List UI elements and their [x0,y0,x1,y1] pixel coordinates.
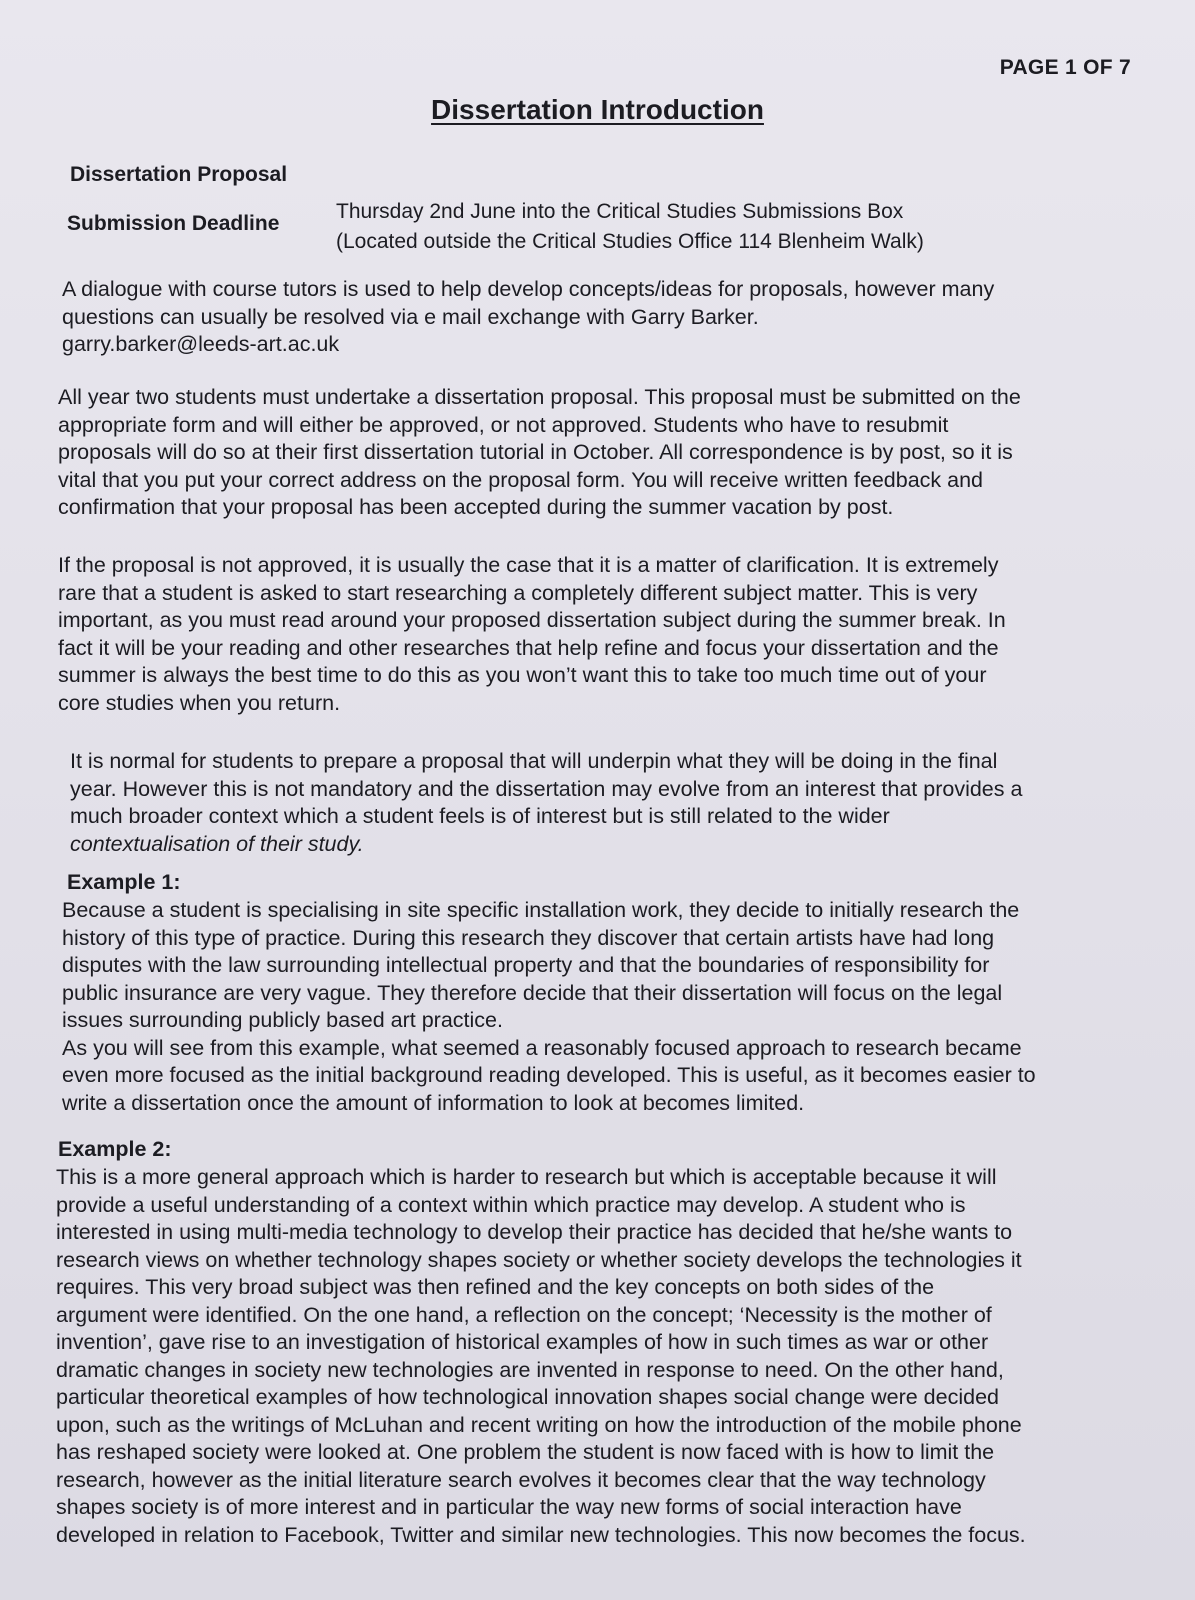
paragraph-line: write a dissertation once the amount of information to look at becomes limited. [62,1090,805,1115]
paragraph-line: A dialogue with course tutors is used to help develop concepts/ideas for proposals, however many [62,277,995,301]
paragraph-dialogue [62,276,1172,359]
paragraph-line: issues surrounding publicly based art practice. [62,1008,503,1032]
deadline-label: Submission Deadline [67,212,280,235]
paragraph-normal [70,748,1180,858]
deadline-line-1: Thursday 2nd June into the Critical Studies Submissions Box [336,200,904,223]
paragraph-line: upon, such as the writings of McLuhan and recent writing on how the introduction of the mobile phone [56,1412,1022,1437]
paragraph-line: research, however as the initial literature search evolves it becomes clear that the way technology [56,1467,986,1492]
paragraph-line: shapes society is of more interest and in particular the way new forms of social interaction have [56,1495,962,1519]
paragraph-line: It is normal for students to prepare a proposal that will underpin what they will be doing in the final [70,749,998,773]
paragraph-line: important, as you must read around your proposed dissertation subject during the summer break. In [58,608,1006,632]
example-2-heading: Example 2: [58,1137,172,1161]
example-1-body [62,897,1187,1117]
paragraph-line: As you will see from this example, what seemed a reasonably focused approach to research became [62,1035,1022,1060]
paragraph-line: even more focused as the initial background reading developed. This is useful, as it becomes easier to [62,1063,1036,1087]
paragraph-line: year. However this is not mandatory and the dissertation may evolve from an interest that provides a [70,776,1023,801]
paragraph-line: argument were identified. On the one hand, a reflection on the concept; ‘Necessity is the mother of [56,1302,992,1327]
paragraph-line: invention’, gave rise to an investigation of historical examples of how in such times as war or other [56,1330,989,1354]
paragraph-line: This is a more general approach which is harder to research but which is acceptable because it will [56,1165,997,1189]
page-title: Dissertation Introduction [431,94,764,125]
paragraph-line: Because a student is specialising in site specific installation work, they decide to initially research the [62,898,1020,922]
paragraph-line: public insurance are very vague. They therefore decide that their dissertation will focus on the legal [62,980,1003,1005]
paragraph-line: contextualisation of their study. [70,831,364,856]
paragraph-line: history of this type of practice. During this research they discover that certain artists have had long [62,925,995,950]
paragraph-line: fact it will be your reading and other researches that help refine and focus your dissertation and the [58,635,999,660]
example-2-body [56,1164,1186,1549]
paragraph-line: has reshaped society were looked at. One problem the student is now faced with is how to limit the [56,1440,995,1464]
paragraph-not-approved [58,552,1178,717]
paragraph-line: core studies when you return. [58,690,341,715]
paragraph-line: disputes with the law surrounding intellectual property and that the boundaries of responsibility for [62,953,990,977]
paragraph-line: proposals will do so at their first dissertation tutorial in October. All correspondence is by post, so it is [58,440,1013,464]
paragraph-line: developed in relation to Facebook, Twitter and similar new technologies. This now becomes the focus. [56,1522,1026,1547]
email-address[interactable]: garry.barker@leeds-art.ac.uk [62,332,340,356]
example-1-heading: Example 1: [67,870,181,894]
proposal-heading: Dissertation Proposal [70,163,288,186]
paragraph-year-two [58,384,1178,522]
deadline-text [336,197,1056,257]
paragraph-line: particular theoretical examples of how technological innovation shapes social change were decided [56,1385,999,1409]
paragraph-line: appropriate form and will either be approved, or not approved. Students who have to resubmit [58,412,949,437]
paragraph-line: interested in using multi-media technology to develop their practice has decided that he/she wants to [56,1220,1013,1244]
paragraph-line: If the proposal is not approved, it is usually the case that it is a matter of clarification. It is extremely [58,553,999,577]
paragraph-line: vital that you put your correct address on the proposal form. You will receive written feedback and [58,467,984,492]
paragraph-line: All year two students must undertake a dissertation proposal. This proposal must be submitted on the [58,385,1021,409]
paragraph-line: provide a useful understanding of a context within which practice may develop. A student who is [56,1192,966,1217]
paragraph-line: rare that a student is asked to start researching a completely different subject matter. This is very [58,580,978,605]
paragraph-line: confirmation that your proposal has been accepted during the summer vacation by post. [58,495,894,519]
paragraph-line: research views on whether technology shapes society or whether society develops the technologies it [56,1247,1022,1272]
paragraph-line: questions can usually be resolved via e mail exchange with Garry Barker. [62,304,759,329]
paragraph-line: requires. This very broad subject was then refined and the key concepts on both sides of the [56,1275,935,1299]
page-number: PAGE 1 OF 7 [999,56,1131,79]
paragraph-line: summer is always the best time to do this as you won’t want this to take too much time out of your [58,663,987,687]
paragraph-line: dramatic changes in society new technologies are invented in response to need. On the other hand, [56,1357,1004,1382]
deadline-line-2: (Located outside the Critical Studies Office 114 Blenheim Walk) [336,230,924,253]
paragraph-line: much broader context which a student feels is of interest but is still related to the wider [70,804,890,828]
